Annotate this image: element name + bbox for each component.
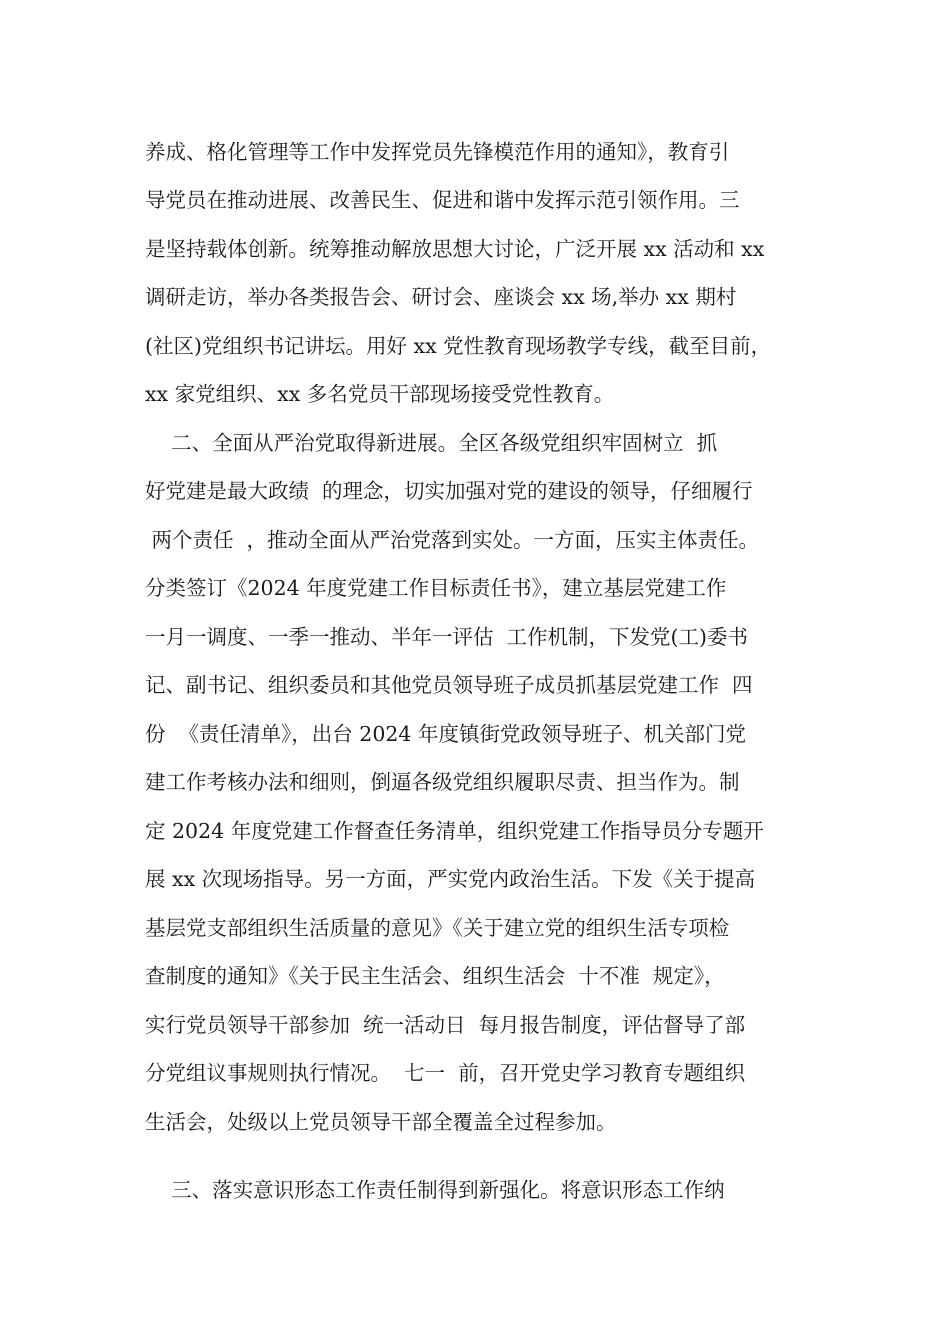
text-line: 份 《责任清单》，出台 2024 年度镇街党政领导班子、机关部门党 <box>145 722 746 746</box>
text-line: 记、副书记、组织委员和其他党员领导班子成员抓基层党建工作 四 <box>145 673 753 697</box>
text-line: 导党员在推动进展、改善民生、促进和谐中发挥示范引领作用。三 <box>145 188 740 212</box>
text-line: 分党组议事规则执行情况。 七一 前，召开党史学习教育专题组织 <box>145 1061 746 1085</box>
text-line: 查制度的通知》《关于民主生活会、组织生活会 十不准 规定》， <box>145 964 725 988</box>
text-line: 建工作考核办法和细则，倒逼各级党组织履职尽责、担当作为。制 <box>145 770 740 794</box>
text-line: 两个责任 ，推动全面从严治党落到实处。一方面，压实主体责任。 <box>145 528 760 552</box>
text-line: 展 xx 次现场指导。另一方面，严实党内政治生活。下发《关于提高 <box>145 867 756 891</box>
text-line: 调研走访，举办各类报告会、研讨会、座谈会 xx 场,举办 xx 期村 <box>145 285 737 309</box>
text-line: 实行党员领导干部参加 统一活动日 每月报告制度，评估督导了部 <box>145 1013 746 1037</box>
text-line: (社区)党组织书记讲坛。用好 xx 党性教育现场教学专线，截至目前， <box>145 334 772 358</box>
text-line: 基层党支部组织生活质量的意见》《关于建立党的组织生活专项检 <box>145 916 730 940</box>
text-line: 养成、格化管理等工作中发挥党员先锋模范作用的通知》，教育引 <box>145 140 730 164</box>
text-line: 是坚持载体创新。统筹推动解放思想大讨论，广泛开展 xx 活动和 xx <box>145 237 765 261</box>
text-line: 好党建是最大政绩 的理念，切实加强对党的建设的领导，仔细履行 <box>145 479 753 503</box>
text-line: 分类签订《2024 年度党建工作目标责任书》，建立基层党建工作 <box>145 576 727 600</box>
text-line: xx 家党组织、xx 多名党员干部现场接受党性教育。 <box>145 382 615 406</box>
paragraph-heading-line: 三、落实意识形态工作责任制得到新强化。将意识形态工作纳 <box>145 1178 725 1202</box>
text-line: 定 2024 年度党建工作督查任务清单，组织党建工作指导员分专题开 <box>145 819 764 843</box>
text-line: 一月一调度、一季一推动、半年一评估 工作机制，下发党(工)委书 <box>145 625 749 649</box>
paragraph-heading-line: 二、全面从严治党取得新进展。全区各级党组织牢固树立 抓 <box>145 431 718 455</box>
text-line: 生活会，处级以上党员领导干部全覆盖全过程参加。 <box>145 1110 617 1134</box>
